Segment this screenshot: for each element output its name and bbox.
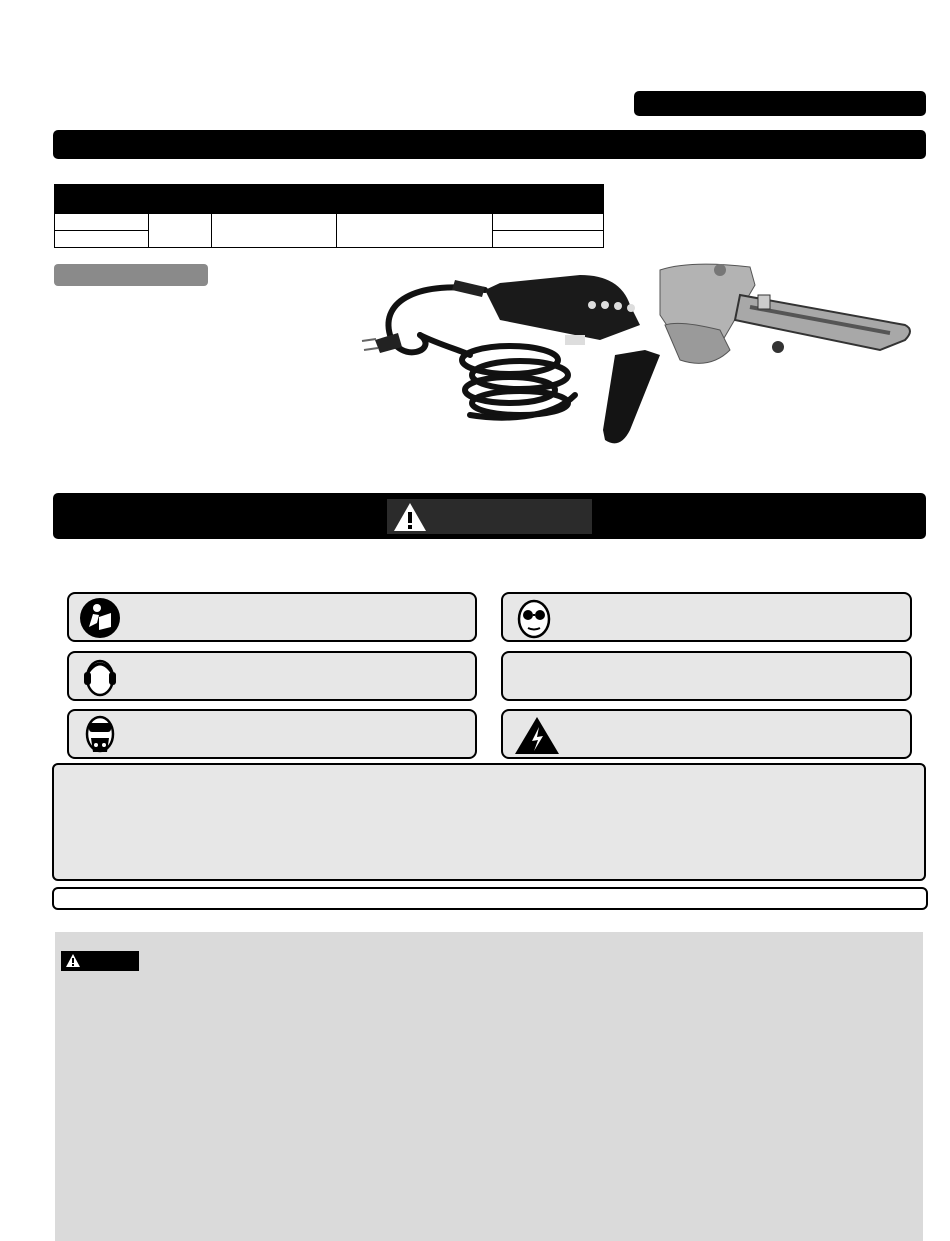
table-cell [212, 214, 337, 248]
small-warning-label [61, 951, 139, 971]
safety-panel [55, 932, 923, 1241]
read-manual-icon [79, 597, 121, 639]
hearing-protection-icon [79, 656, 121, 698]
ppe-electric-shock [501, 709, 912, 759]
spec-table-header [55, 185, 604, 214]
ppe-blank [501, 651, 912, 701]
photo-tag [54, 264, 208, 286]
warning-label [387, 499, 592, 534]
table-cell [55, 214, 149, 231]
ppe-hearing-protection [67, 651, 477, 701]
eye-protection-icon [513, 597, 555, 639]
table-row [55, 214, 604, 231]
spec-col-header [55, 185, 149, 214]
warning-triangle-icon [393, 501, 427, 533]
table-cell [493, 214, 604, 231]
note-box [52, 887, 928, 910]
spec-table [54, 184, 604, 248]
table-cell [55, 231, 149, 248]
electric-shock-icon [513, 714, 561, 756]
ppe-eye-protection [501, 592, 912, 642]
table-cell [493, 231, 604, 248]
spec-col-header [493, 185, 604, 214]
spec-col-header [149, 185, 212, 214]
spec-col-header [212, 185, 337, 214]
notice-box [52, 763, 926, 881]
ppe-read-manual [67, 592, 477, 642]
warning-triangle-icon [66, 954, 80, 967]
model-header-bar [634, 91, 926, 116]
section-title-bar [53, 130, 926, 159]
spec-col-header [337, 185, 493, 214]
ppe-respirator [67, 709, 477, 759]
respirator-icon [79, 714, 121, 756]
table-cell [149, 214, 212, 248]
table-cell [337, 214, 493, 248]
product-image [360, 255, 920, 455]
